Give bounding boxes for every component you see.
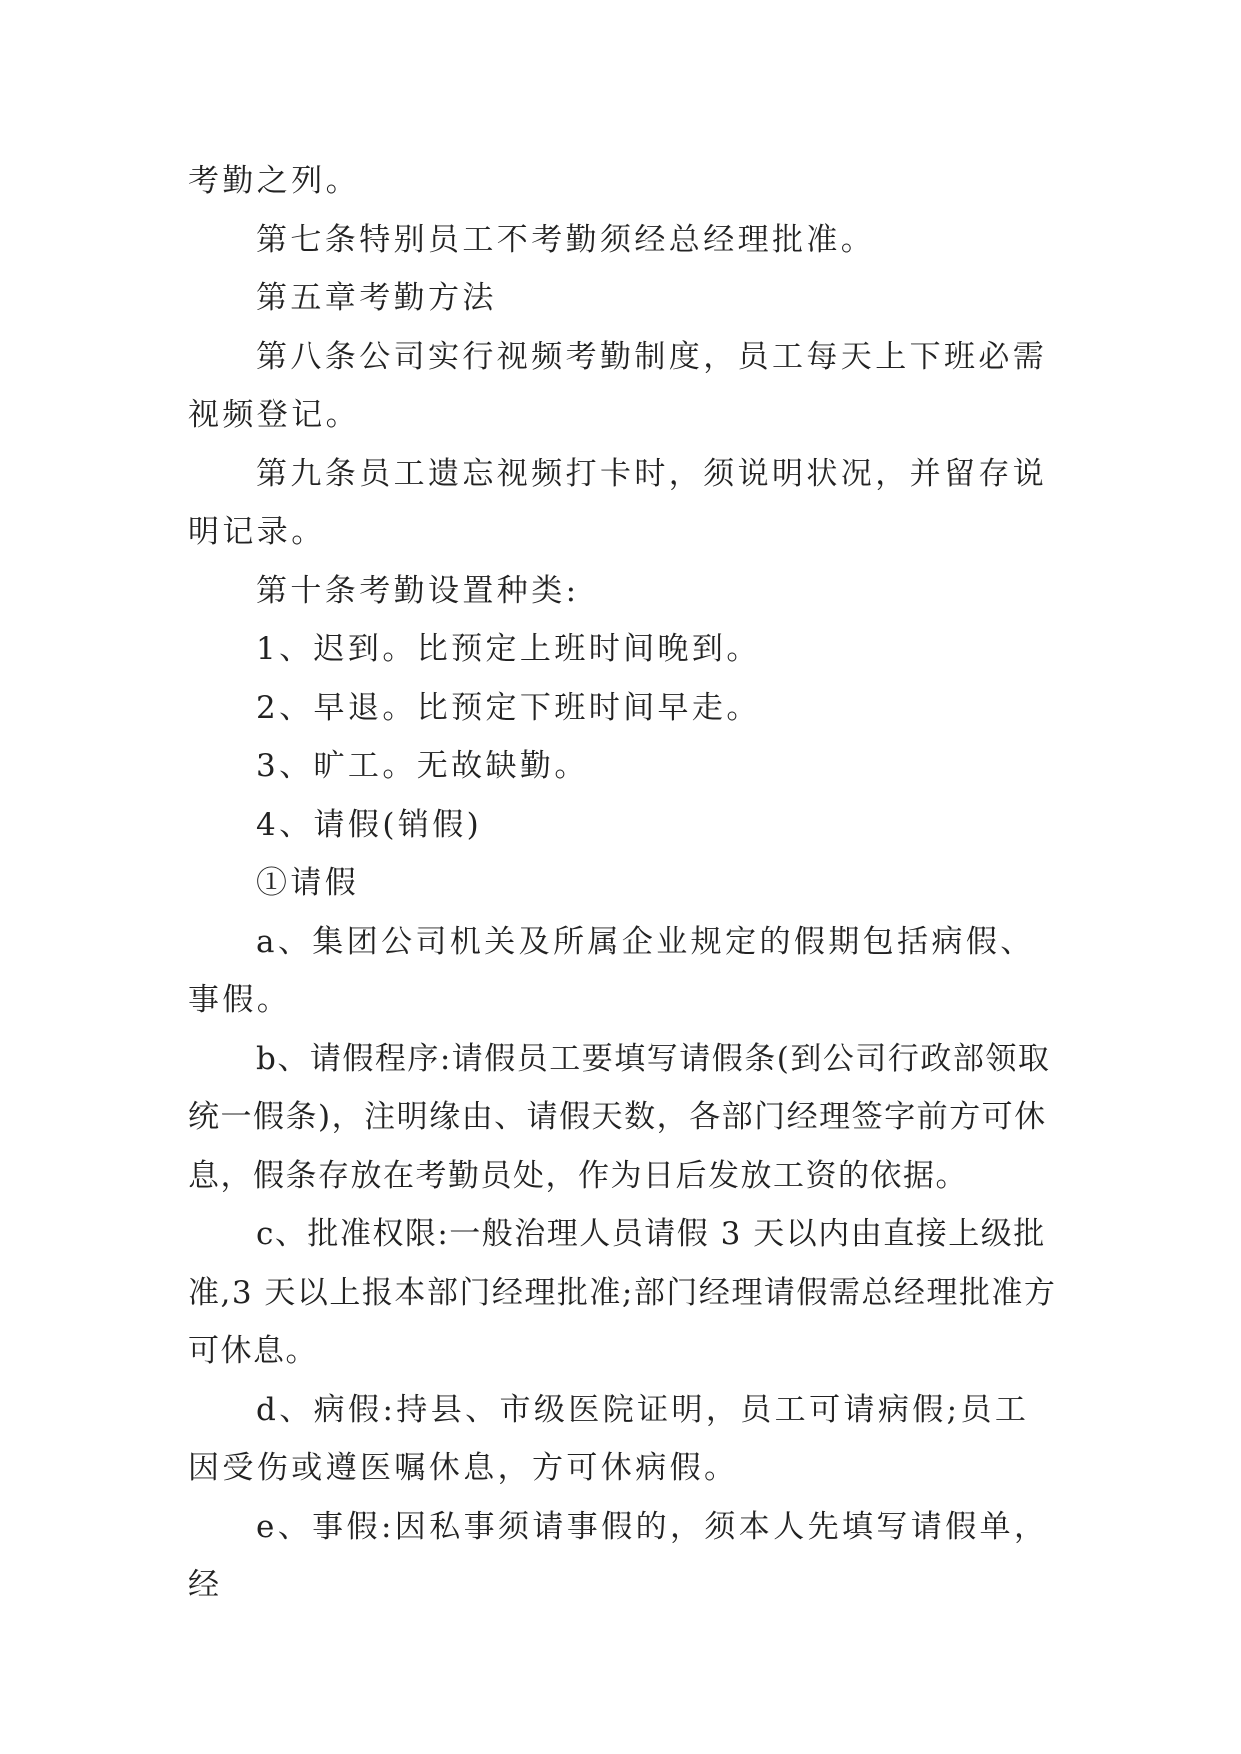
sub-heading: ①请假 (256, 865, 360, 901)
document-body (188, 152, 1058, 1615)
paragraph: 第九条员工遗忘视频打卡时，须说明状况，并留存说明记录。 (188, 455, 1048, 550)
paragraph: c、批准权限:一般治理人员请假 3 天以内由直接上级批准,3 天以上报本部门经理批准;部门经理请假需总经理批准方可休息。 (188, 1216, 1057, 1369)
paragraph: 考勤之列。 (188, 163, 360, 199)
list-item: 2、早退。比预定下班时间早走。 (256, 689, 761, 726)
paragraph: d、病假:持县、市级医院证明，员工可请病假;员工因受伤或遵医嘱休息，方可休病假。 (188, 1391, 1030, 1486)
list-item: 4、请假(销假) (256, 806, 483, 843)
paragraph: a、集团公司机关及所属企业规定的假期包括病假、事假。 (188, 923, 1035, 1018)
paragraph: e、事假:因私事须请事假的，须本人先填写请假单，经 (188, 1508, 1049, 1603)
list-item: 1、迟到。比预定上班时间晚到。 (256, 631, 761, 667)
chapter-heading: 第五章考勤方法 (256, 280, 497, 316)
paragraph: 第七条特别员工不考勤须经总经理批准。 (256, 221, 876, 258)
list-item: 3、旷工。无故缺勤。 (256, 748, 589, 784)
paragraph: 第八条公司实行视频考勤制度，员工每天上下班必需视频登记。 (188, 338, 1048, 433)
paragraph: 第十条考勤设置种类: (256, 572, 580, 609)
paragraph: b、请假程序:请假员工要填写请假条(到公司行政部领取统一假条)，注明缘由、请假天数，各部门经理签字前方可休息，假条存放在考勤员处，作为日后发放工资的依据。 (188, 1040, 1051, 1194)
